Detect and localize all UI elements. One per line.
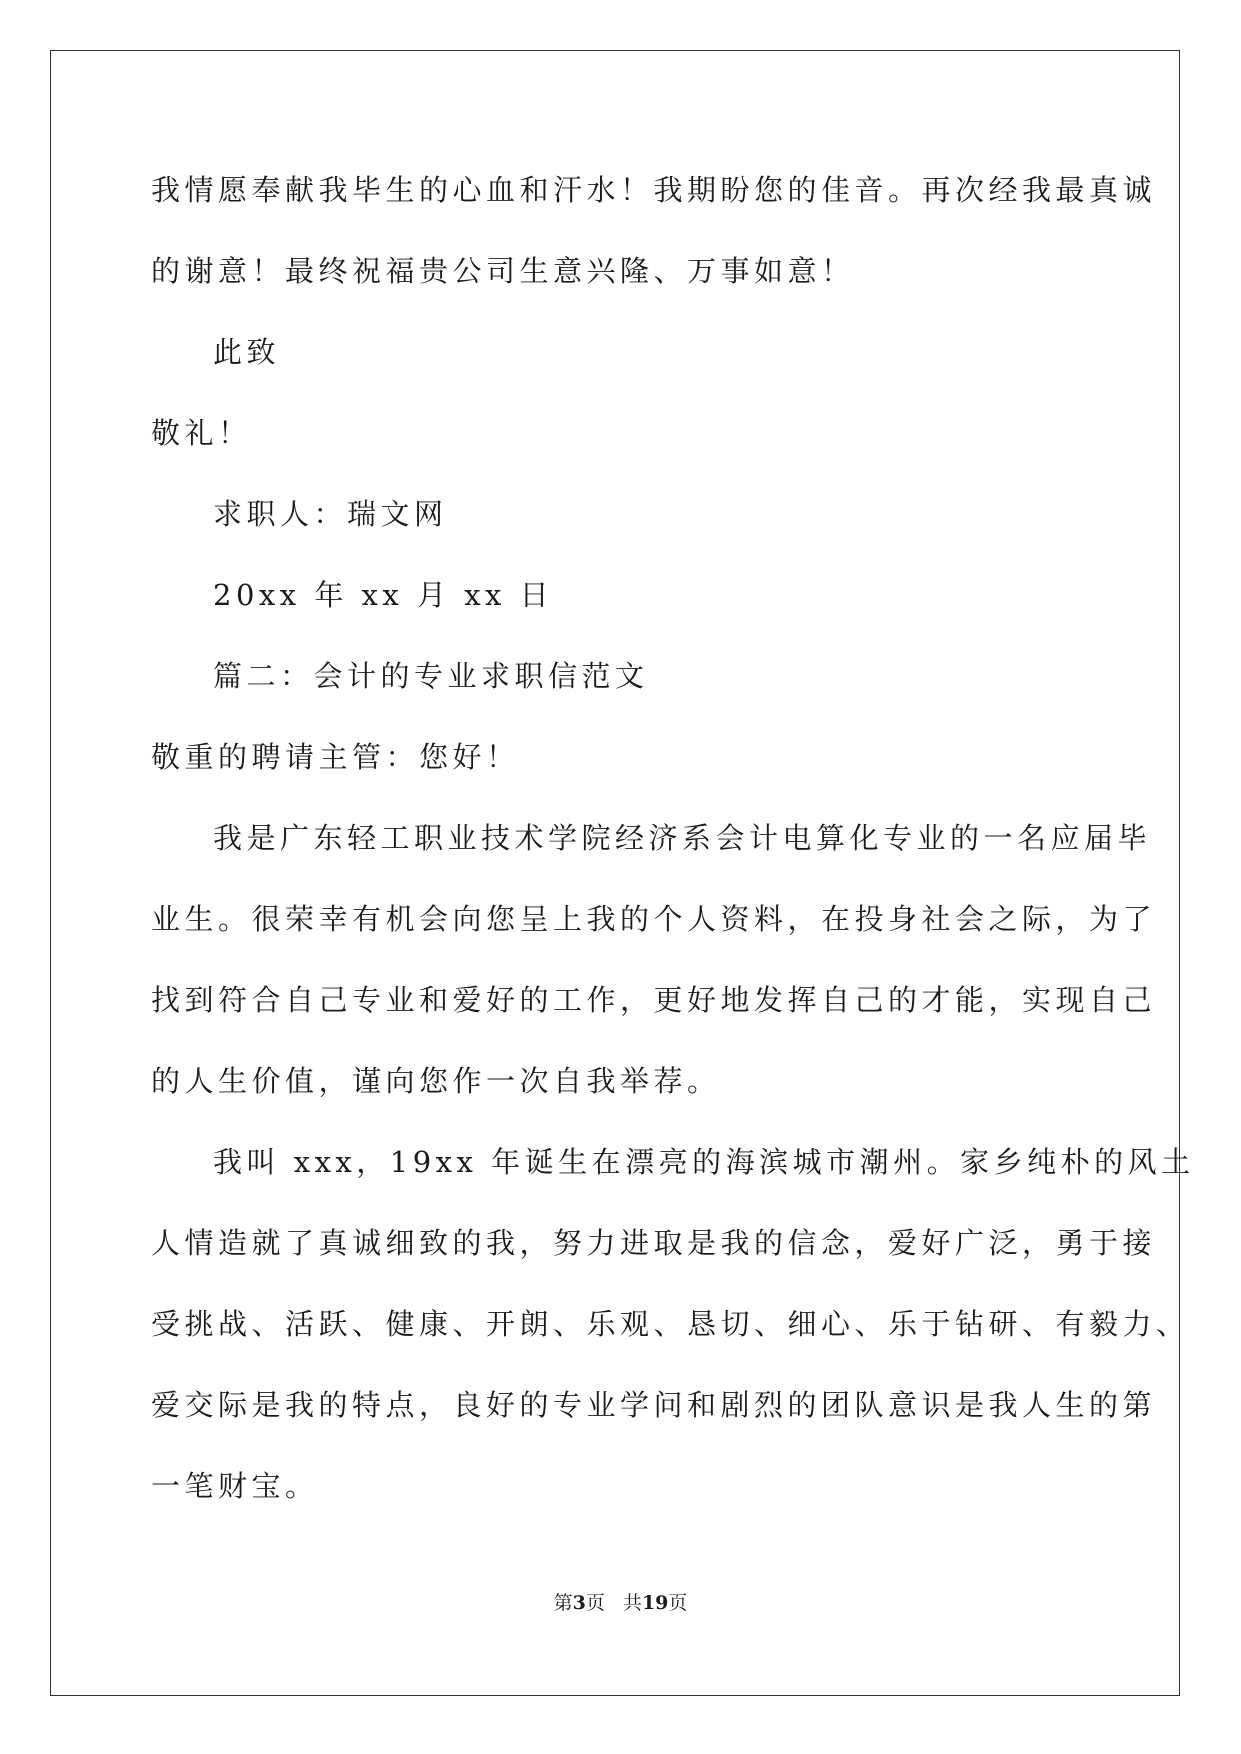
signature-line: 求职人：瑞文网 — [213, 497, 448, 531]
greeting-line: 敬重的聘请主管：您好！ — [151, 740, 520, 774]
footer-prefix: 第 — [553, 1592, 573, 1614]
date-line: 20xx 年 xx 月 xx 日 — [213, 578, 554, 612]
body-line: 受挑战、活跃、健康、开朗、乐观、恳切、细心、乐于钻研、有毅力、 — [151, 1307, 1190, 1341]
closing-regards: 敬礼！ — [151, 416, 252, 450]
footer-current-page: 3 — [572, 1592, 586, 1614]
body-line: 我叫 xxx，19xx 年诞生在漂亮的海滨城市潮州。家乡纯朴的风土 — [213, 1145, 1195, 1179]
body-line: 一笔财宝。 — [151, 1469, 319, 1503]
footer-total-pages: 19 — [641, 1592, 669, 1614]
section-heading: 篇二：会计的专业求职信范文 — [213, 659, 649, 693]
body-line: 我是广东轻工职业技术学院经济系会计电算化专业的一名应届毕 — [213, 821, 1152, 855]
page-border — [50, 50, 1180, 1696]
body-line: 找到符合自己专业和爱好的工作，更好地发挥自己的才能，实现自己 — [151, 983, 1157, 1017]
body-line: 的谢意！最终祝福贵公司生意兴隆、万事如意！ — [151, 254, 855, 288]
body-line: 人情造就了真诚细致的我，努力进取是我的信念，爱好广泛，勇于接 — [151, 1226, 1157, 1260]
body-line: 爱交际是我的特点，良好的专业学问和剧烈的团队意识是我人生的第 — [151, 1388, 1157, 1422]
body-line: 的人生价值，谨向您作一次自我举荐。 — [151, 1064, 721, 1098]
page-footer — [0, 1590, 1241, 1616]
closing-salutation: 此致 — [213, 335, 281, 369]
body-line: 我情愿奉献我毕生的心血和汗水！我期盼您的佳音。再次经我最真诚 — [151, 173, 1157, 207]
footer-middle: 页 共 — [585, 1592, 642, 1614]
footer-suffix: 页 — [668, 1592, 688, 1614]
body-line: 业生。很荣幸有机会向您呈上我的个人资料，在投身社会之际，为了 — [151, 902, 1157, 936]
